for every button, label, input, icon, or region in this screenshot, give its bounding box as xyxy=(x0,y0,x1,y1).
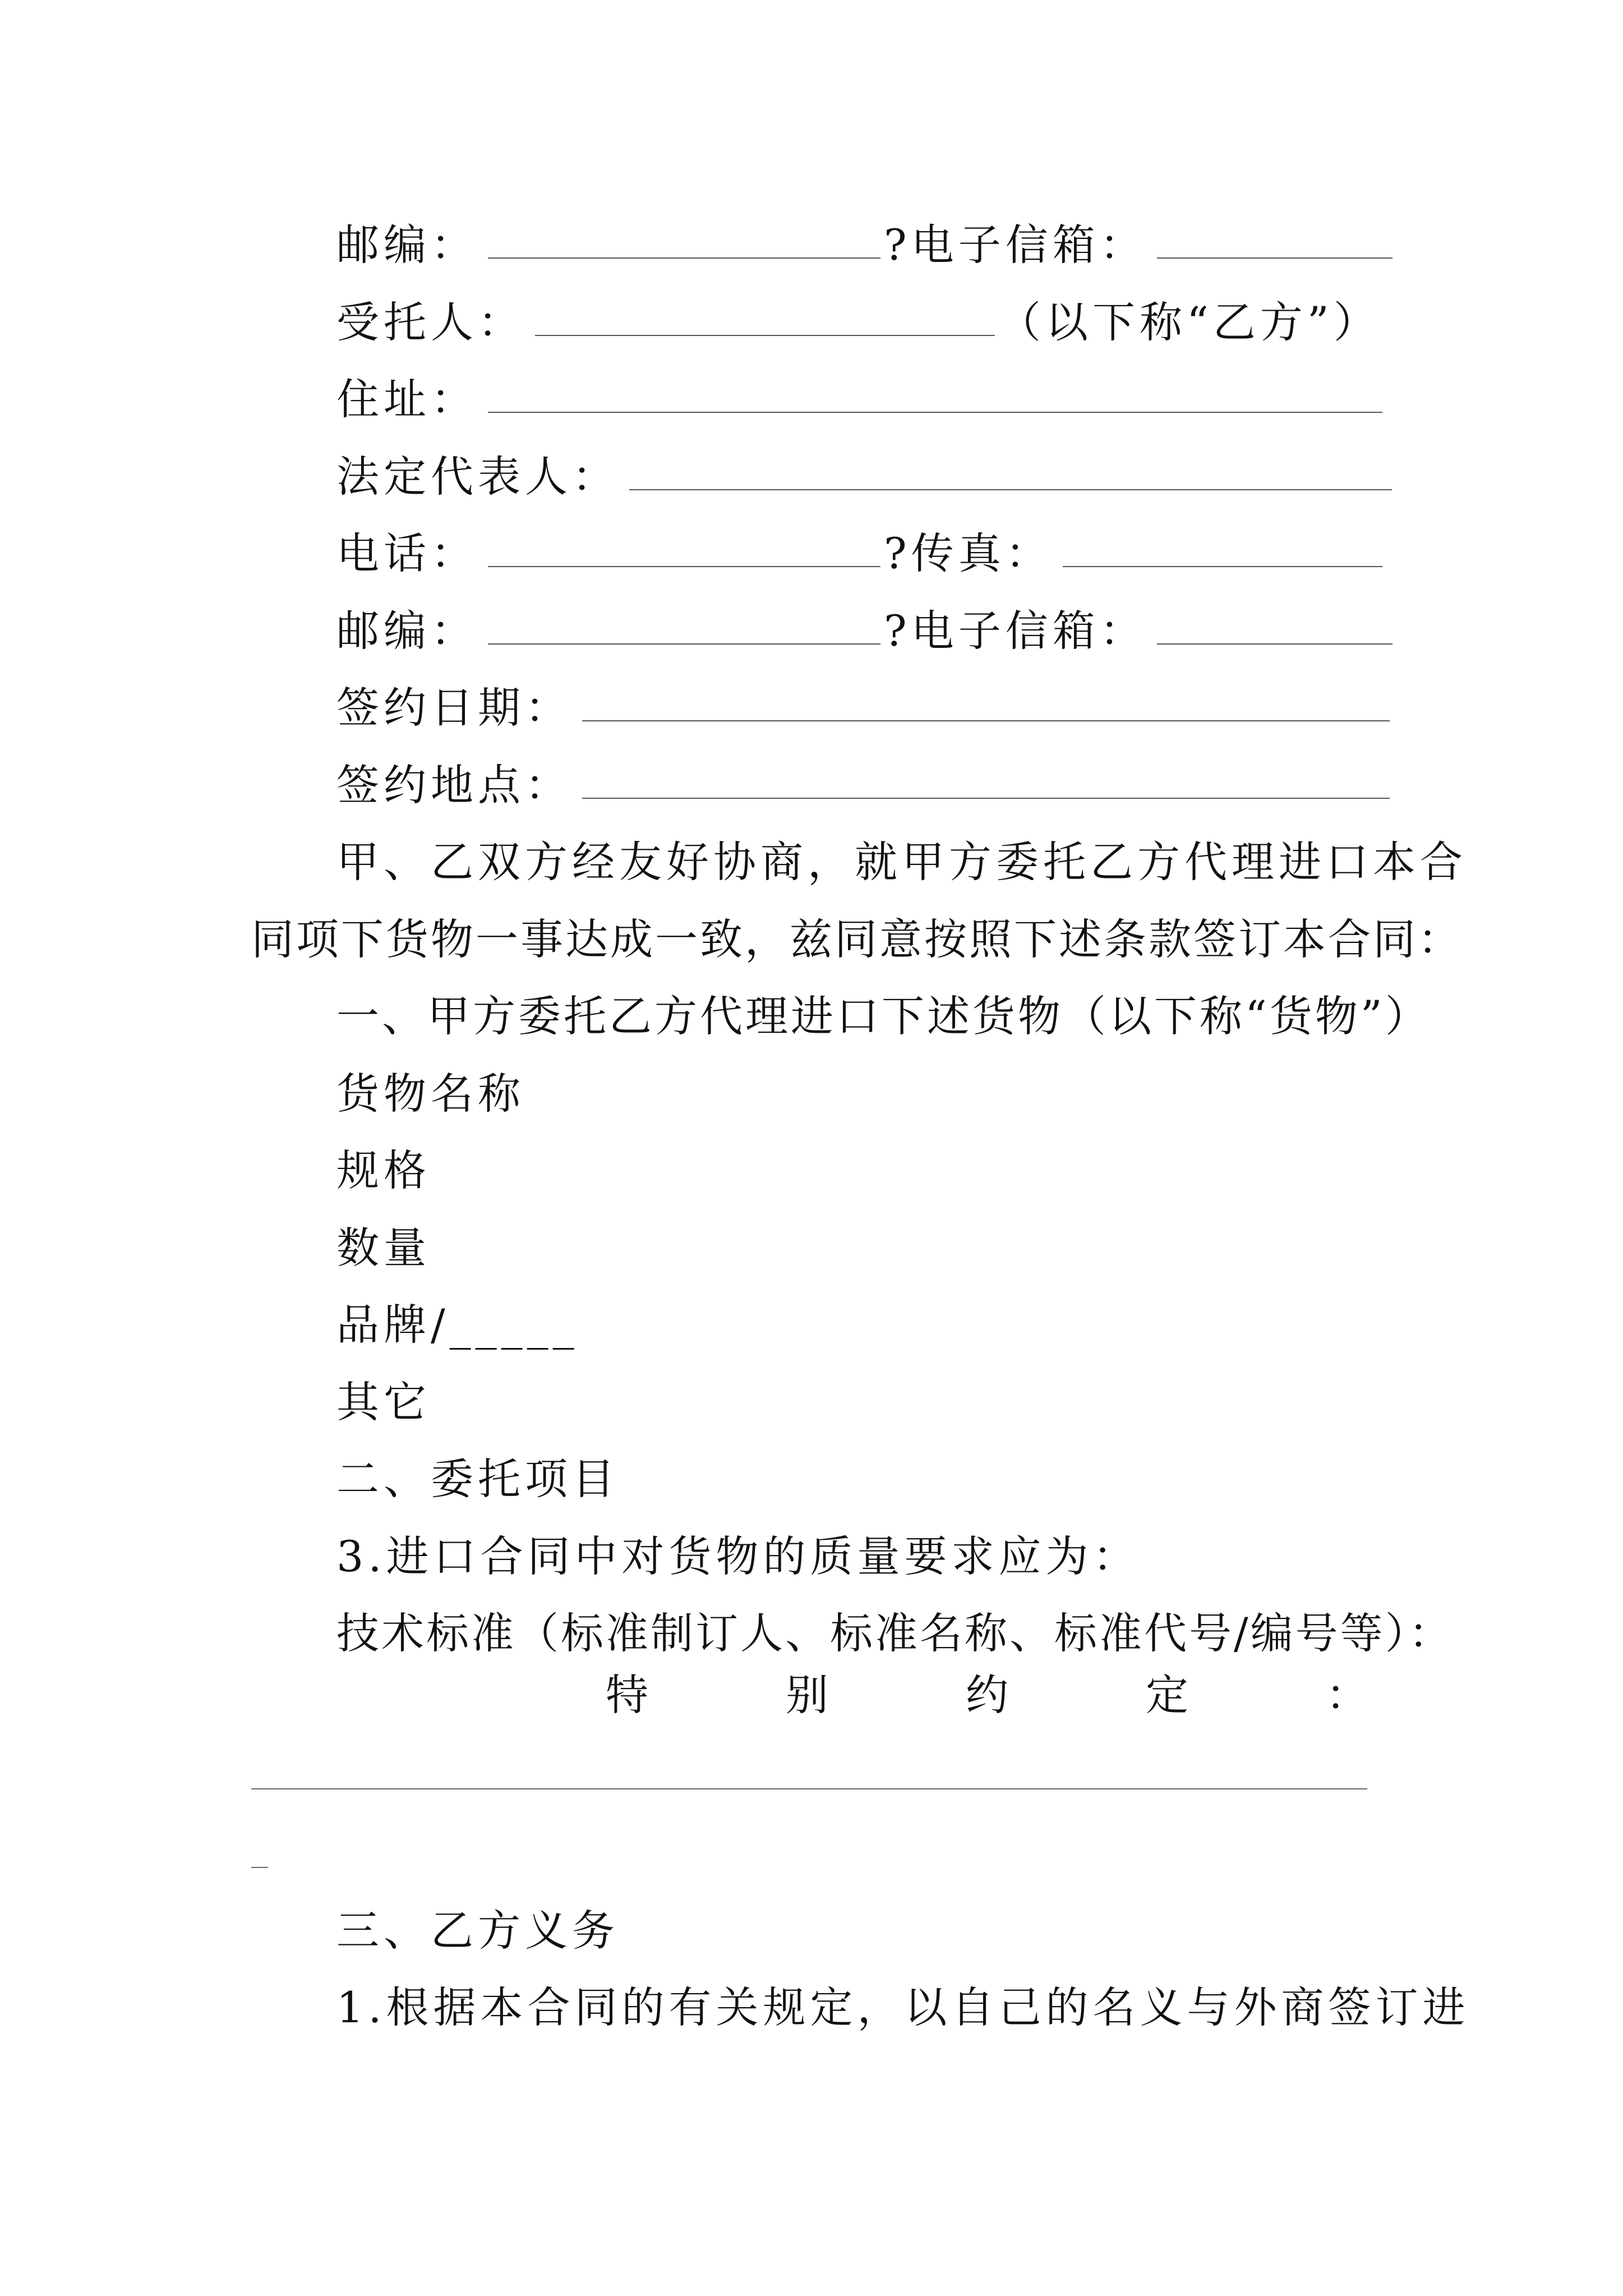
signing-place-label: 签约地点： xyxy=(336,760,572,810)
quantity-label: 数量 xyxy=(336,1222,431,1273)
signing-date-row xyxy=(336,670,1393,738)
special-char-2: 别 xyxy=(786,1669,828,1720)
other-label: 其它 xyxy=(336,1377,431,1427)
address-label: 住址： xyxy=(336,374,478,424)
special-agreement-blank-continuation[interactable] xyxy=(251,1867,268,1868)
signing-date-label: 签约日期： xyxy=(336,682,572,733)
trustee-label: 受托人： xyxy=(336,297,525,347)
spec-label: 规格 xyxy=(336,1145,431,1195)
email-blank[interactable] xyxy=(1157,610,1393,645)
phone-blank[interactable] xyxy=(488,532,880,567)
special-char-4: 定 xyxy=(1146,1669,1188,1720)
email-blank[interactable] xyxy=(1157,224,1393,259)
special-char-1: 特 xyxy=(606,1669,648,1720)
special-char-3: 约 xyxy=(966,1669,1008,1720)
signing-date-blank[interactable] xyxy=(582,687,1390,721)
signing-place-blank[interactable] xyxy=(582,764,1390,799)
fax-label: ?传真： xyxy=(884,528,1053,578)
legal-rep-row xyxy=(336,439,1395,507)
postcode-blank[interactable] xyxy=(488,224,880,259)
preamble-line-1: 甲、乙双方经友好协商，就甲方委托乙方代理进口本合 xyxy=(336,836,1467,887)
section2-item3: 3.进口合同中对货物的质量要求应为： xyxy=(336,1531,1140,1581)
fax-blank[interactable] xyxy=(1063,532,1382,567)
address-blank[interactable] xyxy=(488,378,1382,413)
trustee-suffix: （以下称“乙方”） xyxy=(998,297,1381,347)
trustee-row xyxy=(336,285,1381,352)
postcode-label: 邮编： xyxy=(336,219,478,270)
legal-rep-blank[interactable] xyxy=(629,455,1392,490)
phone-label: 电话： xyxy=(336,528,478,578)
section2-title: 二、委托项目 xyxy=(336,1453,619,1504)
section1-title: 一、甲方委托乙方代理进口下述货物（以下称“货物”） xyxy=(336,991,1431,1041)
section3-item1: 1.根据本合同的有关规定，以自己的名义与外商签订进 xyxy=(336,1982,1470,2032)
address-row xyxy=(336,362,1386,429)
preamble-line-2: 同项下货物一事达成一致，兹同意按照下述条款签订本合同： xyxy=(251,914,1463,964)
signing-place-row xyxy=(336,748,1393,815)
partyA-postcode-email-row xyxy=(336,208,1396,275)
phone-fax-row xyxy=(336,516,1386,583)
goods-name-label: 货物名称 xyxy=(336,1068,525,1119)
email-label: ?电子信箱： xyxy=(884,219,1147,270)
tech-standard-label: 技术标准（标准制订人、标准名称、标准代号/编号等）： xyxy=(336,1608,1454,1658)
special-agreement-blank[interactable] xyxy=(251,1788,1367,1789)
postcode-label: 邮编： xyxy=(336,605,478,656)
brand-label: 品牌/_____ xyxy=(336,1299,579,1350)
special-agreement-label xyxy=(606,1658,1368,1725)
postcode-blank[interactable] xyxy=(488,610,880,645)
email-label: ?电子信箱： xyxy=(884,605,1147,656)
special-char-colon: ： xyxy=(1326,1669,1368,1720)
section3-title: 三、乙方义务 xyxy=(336,1905,619,1955)
partyB-postcode-email-row xyxy=(336,593,1396,661)
legal-rep-label: 法定代表人： xyxy=(336,451,619,501)
trustee-blank[interactable] xyxy=(535,301,995,336)
